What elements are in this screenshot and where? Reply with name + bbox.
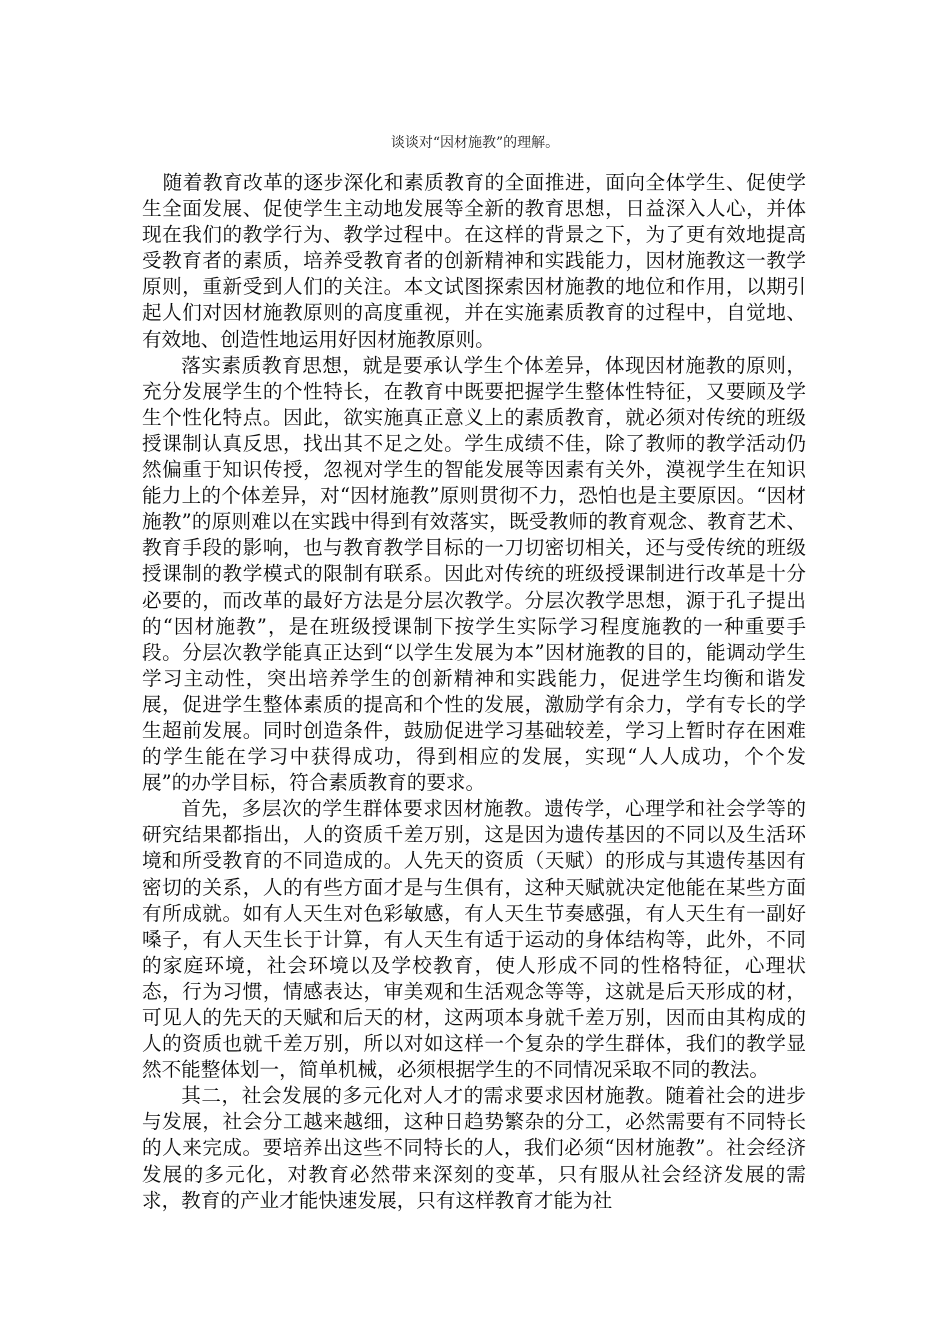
paragraph-second-reason: 其二，社会发展的多元化对人才的需求要求因材施教。随着社会的进步与发展，社会分工越来越细，这种日趋势繁杂的分工，必然需要有不同特长的人来完成。要培养出这些不同特长的人，我们必须“因材施教”。社会经济发展的多元化，对教育必然带来深刻的变革，只有服从社会经济发展的需求，教育的产业才能快速发展，只有这样教育才能为社: [142, 1084, 806, 1212]
document-title: 谈谈对“因材施教”的理解。: [390, 135, 560, 151]
document-body: [142, 170, 806, 1214]
paragraph-intro: 随着教育改革的逐步深化和素质教育的全面推进，面向全体学生、促使学生全面发展、促使学生主动地发展等全新的教育思想，日益深入人心，并体现在我们的教学行为、教学过程中。在这样的背景之下，为了更有效地提高受教育者的素质，培养受教育者的创新精神和实践能力，因材施教这一教学原则，重新受到人们的关注。本文试图探索因材施教的地位和作用，以期引起人们对因材施教原则的高度重视，并在实施素质教育的过程中，自觉地、有效地、创造性地运用好因材施教原则。: [142, 171, 806, 351]
paragraph-first-reason: 首先，多层次的学生群体要求因材施教。遗传学，心理学和社会学等的研究结果都指出，人的资质千差万别，这是因为遗传基因的不同以及生活环境和所受教育的不同造成的。人先天的资质（天赋）的形成与其遗传基因有密切的关系，人的有些方面才是与生俱有，这种天赋就决定他能在某些方面有所成就。如有人天生对色彩敏感，有人天生节奏感强，有人天生有一副好嗓子，有人天生长于计算，有人天生有适于运动的身体结构等，此外，不同的家庭环境，社会环境以及学校教育，使人形成不同的性格特征，心理状态，行为习惯，情感表达，审美观和生活观念等等，这就是后天形成的材，可见人的先天的天赋和后天的材，这两项本身就千差万别，因而由其构成的人的资质也就千差万别，所以对如这样一个复杂的学生群体，我们的教学显然不能整体划一，简单机械，必须根据学生的不同情况采取不同的教法。: [142, 797, 806, 1082]
paragraph-layered-teaching: 落实素质教育思想，就是要承认学生个体差异，体现因材施教的原则，充分发展学生的个性特长，在教育中既要把握学生整体性特征，又要顾及学生个性化特点。因此，欲实施真正意义上的素质教育，就必须对传统的班级授课制认真反思，找出其不足之处。学生成绩不佳，除了教师的教学活动仍然偏重于知识传授，忽视对学生的智能发展等因素有关外，漠视学生在知识能力上的个体差异，对“因材施教”原则贯彻不力，恐怕也是主要原因。“因材施教”的原则难以在实践中得到有效落实，既受教师的教育观念、教育艺术、教育手段的影响，也与教育教学目标的一刀切密切相关，还与受传统的班级授课制的教学模式的限制有联系。因此对传统的班级授课制进行改革是十分必要的，而改革的最好方法是分层次教学。分层次教学思想，源于孔子提出的“因材施教”，是在班级授课制下按学生实际学习程度施教的一种重要手段。分层次教学能真正达到“以学生发展为本”因材施教的目的，能调动学生学习主动性，突出培养学生的创新精神和实践能力，促进学生均衡和谐发展，促进学生整体素质的提高和个性的发展，激励学有余力，学有专长的学生超前发展。同时创造条件，鼓励促进学习基础较差，学习上暂时存在困难的学生能在学习中获得成功，得到相应的发展，实现“人人成功，个个发展”的办学目标，符合素质教育的要求。: [142, 353, 806, 795]
